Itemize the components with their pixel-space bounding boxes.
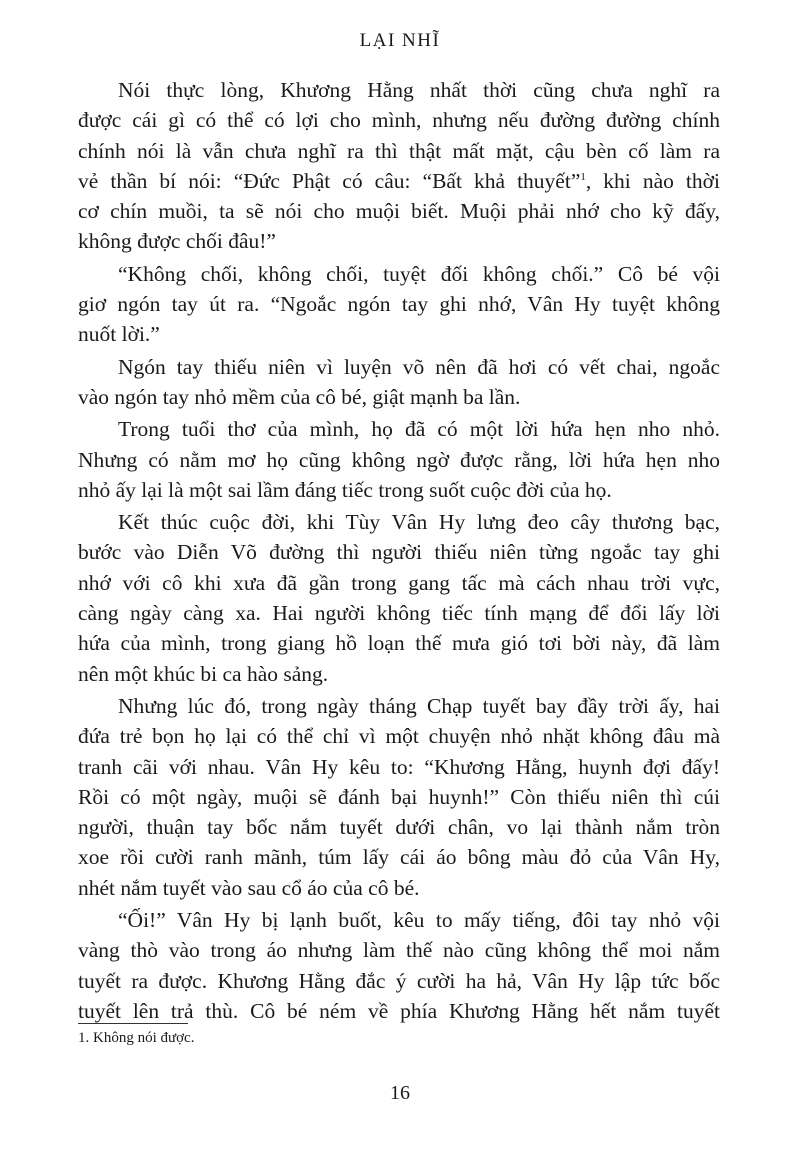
text-line: Nhưng lúc đó, trong ngày tháng Chạp tuyết bay đầy trời ấy, hai — [118, 693, 720, 718]
text-line: nhớ với cô khi xưa đã gần trong gang tấc mà cách nhau trời vực, — [78, 570, 720, 595]
text-line-tail: , khi nào thời — [585, 168, 720, 193]
text-line: “Không chối, không chối, tuyệt đối không chối.” Cô bé vội — [118, 261, 720, 286]
text-line: bước vào Diễn Võ đường thì người thiếu niên từng ngoắc tay ghi — [78, 540, 720, 565]
text-line: nuốt lời.” — [78, 322, 160, 347]
text-line: “Ối!” Vân Hy bị lạnh buốt, kêu to mấy tiếng, đôi tay nhỏ vội — [118, 908, 720, 933]
text-line: nhỏ ấy lại là một sai lầm đáng tiếc trong suốt cuộc đời của họ. — [78, 477, 612, 502]
text-line: Rồi có một ngày, muội sẽ đánh bại huynh!” Còn thiếu niên thì cúi — [78, 784, 720, 809]
text-line: nhét nắm tuyết vào sau cổ áo của cô bé. — [78, 875, 420, 900]
paragraph — [78, 414, 720, 505]
body-text — [78, 75, 720, 1028]
text-line: Kết thúc cuộc đời, khi Tùy Vân Hy lưng đeo cây thương bạc, — [118, 510, 720, 535]
text-line: tuyết lên trả thù. Cô bé ném về phía Khương Hằng hết nắm tuyết — [78, 998, 720, 1023]
paragraph — [78, 507, 720, 689]
text-line: nên một khúc bi ca hào sảng. — [78, 661, 329, 686]
text-line: vàng thò vào trong áo nhưng làm thế nào cũng không thể moi nắm — [78, 938, 720, 963]
footnote-reference[interactable]: 1 — [580, 170, 586, 183]
running-header: LẠI NHĨ — [359, 30, 441, 51]
paragraph — [78, 691, 720, 903]
text-line: Trong tuổi thơ của mình, họ đã có một lời hứa hẹn nho nhỏ. — [118, 417, 720, 442]
text-line: tranh cãi với nhau. Vân Hy kêu to: “Khương Hằng, huynh đợi đấy! — [78, 754, 720, 779]
page-number: 16 — [390, 1082, 410, 1104]
footnote: 1. Không nói được. — [78, 1030, 195, 1046]
text-line: được cái gì có thể có lợi cho mình, nhưng nếu đường đường chính — [78, 108, 720, 133]
text-line: đứa trẻ bọn họ lại có thể chỉ vì một chuyện nhỏ nhặt không đâu mà — [78, 724, 720, 749]
paragraph — [78, 75, 720, 257]
text-line: càng ngày càng xa. Hai người không tiếc tính mạng để đổi lấy lời — [78, 601, 720, 626]
footnote-divider — [78, 1023, 188, 1024]
text-line: tuyết ra được. Khương Hằng đắc ý cười ha hả, Vân Hy lập tức bốc — [78, 968, 720, 993]
paragraph — [78, 259, 720, 350]
text-line: xoe rồi cười ranh mãnh, túm lấy cái áo bông màu đỏ của Vân Hy, — [78, 845, 720, 870]
paragraph — [78, 352, 720, 413]
text-line: cơ chín muồi, ta sẽ nói cho muội biết. Muội phải nhớ cho kỹ đấy, — [78, 199, 720, 224]
text-line: vẻ thần bí nói: “Đức Phật có câu: “Bất khả thuyết”$^1$, khi nào thời — [78, 168, 720, 193]
text-line: chính nói là vẫn chưa nghĩ ra thì thật mất mặt, cậu bèn cố làm ra — [78, 138, 720, 163]
text-line: Ngón tay thiếu niên vì luyện võ nên đã hơi có vết chai, ngoắc — [118, 354, 720, 379]
text-line: Nói thực lòng, Khương Hằng nhất thời cũng chưa nghĩ ra — [118, 78, 720, 102]
text-line: không được chối đâu!” — [78, 229, 276, 254]
text-line: vào ngón tay nhỏ mềm của cô bé, giật mạnh ba lần. — [78, 384, 521, 409]
text-line: Nhưng có nằm mơ họ cũng không ngờ được rằng, lời hứa hẹn nho — [78, 447, 720, 472]
text-line: người, thuận tay bốc nắm tuyết dưới chân, vo lại thành nắm tròn — [78, 815, 720, 840]
text-line: hứa của mình, trong giang hồ loạn thế mưa gió tơi bời này, đã làm — [78, 631, 720, 656]
paragraph — [78, 905, 720, 1026]
text-line: giơ ngón tay út ra. “Ngoắc ngón tay ghi nhớ, Vân Hy tuyệt không — [78, 292, 720, 317]
